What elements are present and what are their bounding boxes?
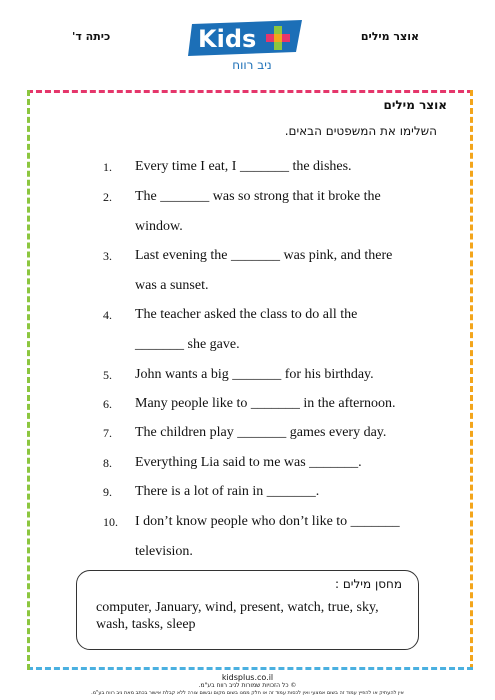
question-text: The _______ was so strong that it broke the [135, 189, 381, 204]
question-text: I don’t know people who don’t like to _______ [135, 514, 400, 529]
question-number: 10. [103, 515, 118, 529]
question-number: 4. [103, 308, 112, 322]
question-number: 3. [103, 249, 112, 263]
question-number: 1. [103, 160, 112, 174]
question-text: Many people like to _______ in the afternoon. [135, 396, 396, 411]
question-text-continued: television. [135, 544, 193, 559]
question-text: Everything Lia said to me was _______. [135, 455, 362, 470]
footer-url[interactable]: kidsplus.co.il [221, 673, 274, 682]
question-text: There is a lot of rain in _______. [135, 484, 320, 499]
question-number: 5. [103, 368, 112, 382]
word-bank-title: מחסן מילים : [334, 577, 402, 591]
footer-legal-notice: אין להעתיק או להפיץ עמוד זה בשום אמצעי ואין לכסות עמוד זה או חלק ממנו בשום מקום ובשום צורה ללא קבלת אישור בכתב מאת ניב רווח בע"מ. [91, 690, 404, 696]
question-text-continued: _______ she gave. [135, 337, 240, 352]
footer-copyright: © כל הזכויות שמורות לניב רווח בע"מ. [198, 682, 297, 689]
logo-subtitle: ניב רווח [232, 58, 272, 72]
question-number: 9. [103, 485, 112, 499]
topic-label: אוצר מילים [360, 30, 419, 43]
word-bank-words: computer, January, wind, present, watch, true, sky, wash, tasks, sleep [96, 600, 379, 632]
question-number: 2. [103, 190, 112, 204]
question-text-continued: was a sunset. [135, 278, 209, 293]
question-number: 6. [103, 397, 112, 411]
frame-right-border [470, 90, 473, 670]
question-text: The children play _______ games every day. [135, 425, 387, 440]
class-label: כיתה ד' [72, 30, 111, 43]
question-text: The teacher asked the class to do all the [135, 307, 358, 322]
question-number: 8. [103, 456, 112, 470]
logo-word: Kids [198, 25, 257, 53]
question-number: 7. [103, 426, 112, 440]
question-text: Every time I eat, I _______ the dishes. [135, 159, 352, 174]
section-title: אוצר מילים [383, 98, 447, 112]
frame-bottom-border [27, 667, 473, 670]
frame-top-border [27, 90, 473, 93]
question-text-continued: window. [135, 219, 183, 234]
instructions: השלימו את המשפטים הבאים. [284, 124, 437, 138]
word-bank-box [76, 570, 419, 650]
question-text: Last evening the _______ was pink, and there [135, 248, 393, 263]
frame-left-border [27, 90, 30, 670]
question-text: John wants a big _______ for his birthday. [135, 367, 374, 382]
